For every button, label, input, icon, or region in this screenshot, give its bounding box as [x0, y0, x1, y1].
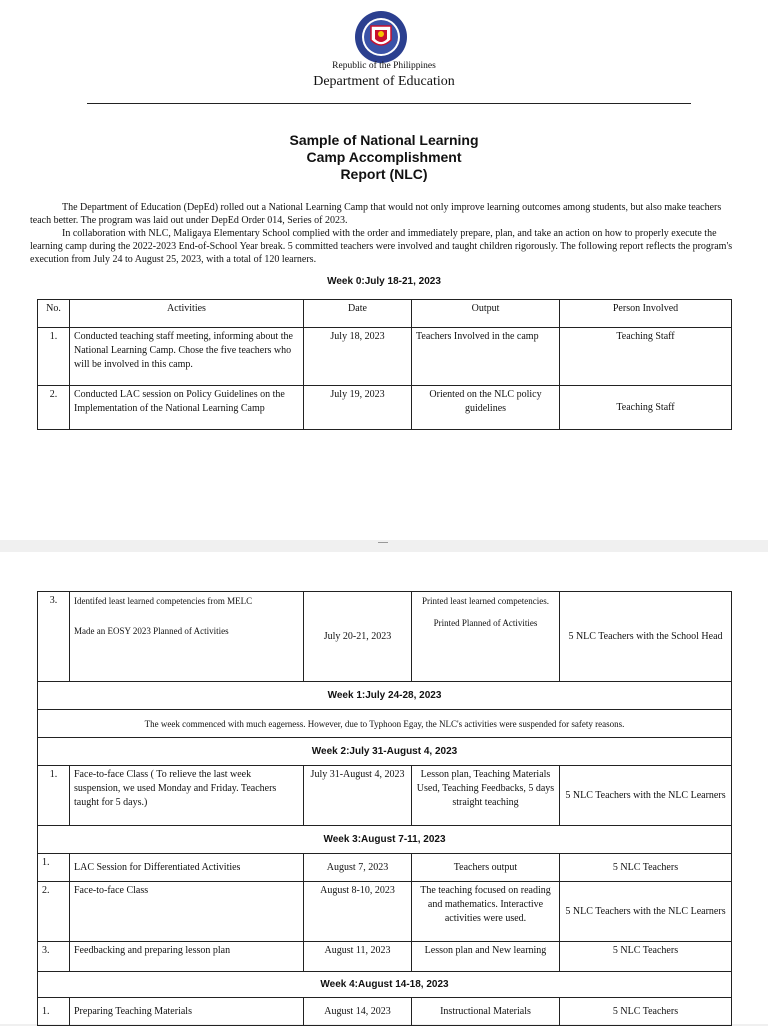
- page-two: [0, 552, 768, 1024]
- row-output: Teachers output: [412, 854, 560, 882]
- row-output: Oriented on the NLC policy guidelines: [412, 386, 560, 430]
- report-title: [0, 132, 768, 183]
- row-activity: LAC Session for Differentiated Activities: [70, 854, 304, 882]
- row-person: 5 NLC Teachers with the NLC Learners: [560, 766, 732, 826]
- row-date: August 8-10, 2023: [304, 882, 412, 942]
- week2-heading: Week 2:July 31-August 4, 2023: [38, 738, 732, 766]
- table-row: [38, 882, 732, 942]
- row-activity: Face-to-face Class ( To relieve the last week suspension, we used Monday and Friday. Teachers taught for 5 days.): [70, 766, 304, 826]
- week-row: [38, 682, 732, 710]
- republic-line: Republic of the Philippines: [332, 61, 436, 71]
- row-person: 5 NLC Teachers: [560, 854, 732, 882]
- row-activity: Feedbacking and preparing lesson plan: [70, 942, 304, 972]
- table-row: [38, 854, 732, 882]
- activities-table: [37, 591, 732, 1026]
- intro-text: [30, 201, 740, 266]
- output-line: Printed least learned competencies.: [422, 596, 549, 606]
- row-date: August 14, 2023: [304, 998, 412, 1026]
- row-person: 5 NLC Teachers with the NLC Learners: [560, 882, 732, 942]
- row-date: August 11, 2023: [304, 942, 412, 972]
- week4-heading: Week 4:August 14-18, 2023: [38, 972, 732, 998]
- table-row: [38, 942, 732, 972]
- output-line: Printed Planned of Activities: [433, 618, 538, 628]
- header-divider: [87, 103, 691, 104]
- week1-note: The week commenced with much eagerness. However, due to Typhoon Egay, the NLC's activities were suspended for safety reasons.: [38, 710, 732, 738]
- intro-paragraph: In collaboration with NLC, Maligaya Elementary School complied with the order and immediately prepare, plan, and take an action on how to properly execute the learning camp during the 2022-2023 End-of-School Year break. 5 committed teachers were involved and taught children rigorously. The following report reflects the program's execution from July 24 to August 25, 2023, with a total of 120 learners.: [30, 228, 733, 265]
- row-output: Teachers Involved in the camp: [412, 328, 560, 386]
- row-date: July 31-August 4, 2023: [304, 766, 412, 826]
- department-name: Department of Education: [313, 74, 455, 89]
- intro-paragraph: The Department of Education (DepEd) rolled out a National Learning Camp that would not only improve learning outcomes among students, but also make teachers teach better. The program was laid out under DepEd Order 014, Series of 2023.: [30, 202, 722, 226]
- row-activity: Preparing Teaching Materials: [70, 998, 304, 1026]
- row-no: 1.: [38, 766, 70, 826]
- row-date: July 19, 2023: [304, 386, 412, 430]
- table-row: [38, 328, 732, 386]
- title-line: Report (NLC): [340, 166, 428, 182]
- row-no: 2.: [38, 386, 70, 430]
- row-person: 5 NLC Teachers: [560, 998, 732, 1026]
- row-person: 5 NLC Teachers with the School Head: [560, 592, 732, 682]
- week0-table: [37, 299, 732, 430]
- week-row: [38, 738, 732, 766]
- row-no: 1.: [38, 998, 70, 1026]
- row-no: 3.: [38, 942, 70, 972]
- row-date: July 20-21, 2023: [304, 592, 412, 682]
- row-output: Lesson plan, Teaching Materials Used, Teaching Feedbacks, 5 days straight teaching: [412, 766, 560, 826]
- col-person-header: Person Involved: [560, 300, 732, 328]
- week1-heading: Week 1:July 24-28, 2023: [38, 682, 732, 710]
- row-no: 3.: [38, 592, 70, 682]
- table-row: [38, 386, 732, 430]
- row-activity: [70, 592, 304, 682]
- table-row: [38, 998, 732, 1026]
- table-row: [38, 592, 732, 682]
- page-break-mark: [378, 542, 388, 543]
- row-no: 1.: [38, 328, 70, 386]
- table-header-row: [38, 300, 732, 328]
- activity-line: Made an EOSY 2023 Planned of Activities: [74, 626, 229, 636]
- week3-heading: Week 3:August 7-11, 2023: [38, 826, 732, 854]
- title-line: Sample of National Learning: [289, 132, 479, 148]
- deped-seal-icon: [354, 10, 408, 64]
- note-row: [38, 710, 732, 738]
- row-no: 1.: [38, 854, 70, 882]
- row-output: [412, 592, 560, 682]
- col-output-header: Output: [412, 300, 560, 328]
- row-activity: Face-to-face Class: [70, 882, 304, 942]
- row-no: 2.: [38, 882, 70, 942]
- title-line: Camp Accomplishment: [306, 149, 462, 165]
- col-no-header: No.: [38, 300, 70, 328]
- row-person: 5 NLC Teachers: [560, 942, 732, 972]
- col-activities-header: Activities: [70, 300, 304, 328]
- row-activity: Conducted teaching staff meeting, informing about the National Learning Camp. Chose the five teachers who will be involved in this camp.: [70, 328, 304, 386]
- row-date: July 18, 2023: [304, 328, 412, 386]
- week-row: [38, 826, 732, 854]
- week-row: [38, 972, 732, 998]
- week0-heading: Week 0:July 18-21, 2023: [327, 276, 441, 287]
- row-output: Lesson plan and New learning: [412, 942, 560, 972]
- activity-line: Identifed least learned competencies from MELC: [74, 596, 253, 606]
- row-person: Teaching Staff: [560, 386, 732, 430]
- table-row: [38, 766, 732, 826]
- col-date-header: Date: [304, 300, 412, 328]
- row-output: Instructional Materials: [412, 998, 560, 1026]
- row-output: The teaching focused on reading and mathematics. Interactive activities were used.: [412, 882, 560, 942]
- row-person: Teaching Staff: [560, 328, 732, 386]
- row-activity: Conducted LAC session on Policy Guidelines on the Implementation of the National Learning Camp: [70, 386, 304, 430]
- row-date: August 7, 2023: [304, 854, 412, 882]
